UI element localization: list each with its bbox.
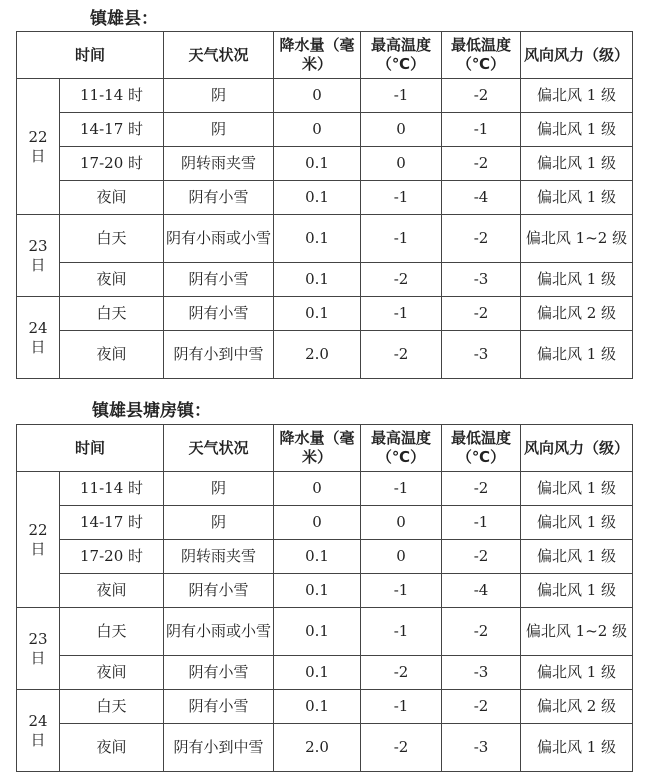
tmax-cell: -1 xyxy=(361,472,442,506)
precip-cell: 0.1 xyxy=(274,297,361,331)
column-header: 最高温度（℃） xyxy=(361,32,442,79)
wind-cell: 偏北风 1 级 xyxy=(521,147,633,181)
day-cell: 24日 xyxy=(17,297,60,379)
tmin-cell: -2 xyxy=(442,79,521,113)
tmin-cell: -4 xyxy=(442,181,521,215)
column-header: 降水量（毫米） xyxy=(274,32,361,79)
weather-cell: 阴转雨夹雪 xyxy=(164,147,274,181)
time-cell: 白天 xyxy=(60,608,164,656)
section-title-text: 镇雄县塘房镇： xyxy=(92,401,211,421)
weather-cell: 阴有小雨或小雪 xyxy=(164,608,274,656)
wind-cell: 偏北风 1 级 xyxy=(521,724,633,772)
table-row xyxy=(17,724,633,772)
day-cell: 22日 xyxy=(17,79,60,215)
wind-cell: 偏北风 1 级 xyxy=(521,574,633,608)
tmin-cell: -2 xyxy=(442,540,521,574)
table-row xyxy=(17,79,633,113)
day-cell: 22日 xyxy=(17,472,60,608)
weather-cell: 阴转雨夹雪 xyxy=(164,540,274,574)
time-cell: 白天 xyxy=(60,297,164,331)
tmin-cell: -2 xyxy=(442,147,521,181)
column-header: 天气状况 xyxy=(164,425,274,472)
weather-cell: 阴有小雪 xyxy=(164,263,274,297)
time-cell: 夜间 xyxy=(60,331,164,379)
table-row xyxy=(17,608,633,656)
wind-cell: 偏北风 1 级 xyxy=(521,506,633,540)
time-cell: 11-14 时 xyxy=(60,79,164,113)
tmin-cell: -3 xyxy=(442,656,521,690)
column-header: 天气状况 xyxy=(164,32,274,79)
day-cell: 23日 xyxy=(17,608,60,690)
table-row xyxy=(17,656,633,690)
time-cell: 夜间 xyxy=(60,263,164,297)
precip-cell: 0 xyxy=(274,506,361,540)
table-row xyxy=(17,215,633,263)
weather-cell: 阴有小到中雪 xyxy=(164,724,274,772)
tmax-cell: -1 xyxy=(361,690,442,724)
wind-cell: 偏北风 1 级 xyxy=(521,263,633,297)
weather-cell: 阴 xyxy=(164,113,274,147)
table-row xyxy=(17,181,633,215)
time-cell: 白天 xyxy=(60,215,164,263)
precip-cell: 0 xyxy=(274,113,361,147)
forecast-table xyxy=(16,31,633,379)
table-row xyxy=(17,690,633,724)
time-cell: 14-17 时 xyxy=(60,506,164,540)
precip-cell: 0.1 xyxy=(274,540,361,574)
precip-cell: 0.1 xyxy=(274,608,361,656)
precip-cell: 0.1 xyxy=(274,215,361,263)
table-row xyxy=(17,472,633,506)
weather-cell: 阴有小雪 xyxy=(164,690,274,724)
time-cell: 白天 xyxy=(60,690,164,724)
tmax-cell: 0 xyxy=(361,147,442,181)
table-row xyxy=(17,574,633,608)
forecast-table xyxy=(16,424,633,772)
wind-cell: 偏北风 1 级 xyxy=(521,79,633,113)
weather-cell: 阴有小雪 xyxy=(164,181,274,215)
tmin-cell: -2 xyxy=(442,297,521,331)
column-header: 风向风力（级） xyxy=(521,425,633,472)
weather-cell: 阴 xyxy=(164,506,274,540)
tmin-cell: -3 xyxy=(442,331,521,379)
tmax-cell: -1 xyxy=(361,574,442,608)
time-cell: 夜间 xyxy=(60,724,164,772)
time-cell: 夜间 xyxy=(60,574,164,608)
tmax-cell: -2 xyxy=(361,263,442,297)
tmax-cell: -2 xyxy=(361,331,442,379)
precip-cell: 0.1 xyxy=(274,690,361,724)
wind-cell: 偏北风 2 级 xyxy=(521,690,633,724)
precip-cell: 0.1 xyxy=(274,656,361,690)
precip-cell: 2.0 xyxy=(274,331,361,379)
precip-cell: 0 xyxy=(274,472,361,506)
time-cell: 夜间 xyxy=(60,181,164,215)
tmax-cell: -2 xyxy=(361,724,442,772)
tmin-cell: -3 xyxy=(442,724,521,772)
header-row xyxy=(17,425,633,472)
tmin-cell: -3 xyxy=(442,263,521,297)
precip-cell: 0.1 xyxy=(274,181,361,215)
tmin-cell: -1 xyxy=(442,506,521,540)
tmin-cell: -2 xyxy=(442,472,521,506)
tmax-cell: 0 xyxy=(361,506,442,540)
column-header: 最高温度（℃） xyxy=(361,425,442,472)
tmin-cell: -1 xyxy=(442,113,521,147)
section-title-text: 镇雄县： xyxy=(90,9,158,29)
weather-cell: 阴 xyxy=(164,472,274,506)
tmax-cell: -2 xyxy=(361,656,442,690)
time-cell: 14-17 时 xyxy=(60,113,164,147)
time-cell: 17-20 时 xyxy=(60,540,164,574)
tmax-cell: -1 xyxy=(361,215,442,263)
wind-cell: 偏北风 1~2 级 xyxy=(521,215,633,263)
day-cell: 24日 xyxy=(17,690,60,772)
tmin-cell: -2 xyxy=(442,690,521,724)
table-row xyxy=(17,263,633,297)
column-header: 时间 xyxy=(17,32,164,79)
precip-cell: 0.1 xyxy=(274,147,361,181)
table-row xyxy=(17,506,633,540)
table-row xyxy=(17,540,633,574)
column-header: 最低温度（℃） xyxy=(442,32,521,79)
time-cell: 夜间 xyxy=(60,656,164,690)
precip-cell: 2.0 xyxy=(274,724,361,772)
weather-cell: 阴有小到中雪 xyxy=(164,331,274,379)
tmax-cell: -1 xyxy=(361,608,442,656)
precip-cell: 0 xyxy=(274,79,361,113)
table-row xyxy=(17,113,633,147)
tmax-cell: -1 xyxy=(361,79,442,113)
wind-cell: 偏北风 1 级 xyxy=(521,331,633,379)
precip-cell: 0.1 xyxy=(274,574,361,608)
tmax-cell: -1 xyxy=(361,297,442,331)
table-row xyxy=(17,297,633,331)
column-header: 降水量（毫米） xyxy=(274,425,361,472)
weather-cell: 阴有小雨或小雪 xyxy=(164,215,274,263)
header-row xyxy=(17,32,633,79)
weather-cell: 阴 xyxy=(164,79,274,113)
wind-cell: 偏北风 1 级 xyxy=(521,472,633,506)
tmin-cell: -4 xyxy=(442,574,521,608)
weather-cell: 阴有小雪 xyxy=(164,574,274,608)
wind-cell: 偏北风 1 级 xyxy=(521,181,633,215)
weather-cell: 阴有小雪 xyxy=(164,656,274,690)
table-row xyxy=(17,331,633,379)
tmax-cell: 0 xyxy=(361,540,442,574)
time-cell: 11-14 时 xyxy=(60,472,164,506)
wind-cell: 偏北风 1 级 xyxy=(521,113,633,147)
table-row xyxy=(17,147,633,181)
precip-cell: 0.1 xyxy=(274,263,361,297)
wind-cell: 偏北风 1~2 级 xyxy=(521,608,633,656)
wind-cell: 偏北风 1 级 xyxy=(521,540,633,574)
column-header: 最低温度（℃） xyxy=(442,425,521,472)
tmin-cell: -2 xyxy=(442,215,521,263)
column-header: 时间 xyxy=(17,425,164,472)
tmax-cell: -1 xyxy=(361,181,442,215)
column-header: 风向风力（级） xyxy=(521,32,633,79)
tmax-cell: 0 xyxy=(361,113,442,147)
wind-cell: 偏北风 1 级 xyxy=(521,656,633,690)
weather-cell: 阴有小雪 xyxy=(164,297,274,331)
wind-cell: 偏北风 2 级 xyxy=(521,297,633,331)
tmin-cell: -2 xyxy=(442,608,521,656)
day-cell: 23日 xyxy=(17,215,60,297)
time-cell: 17-20 时 xyxy=(60,147,164,181)
